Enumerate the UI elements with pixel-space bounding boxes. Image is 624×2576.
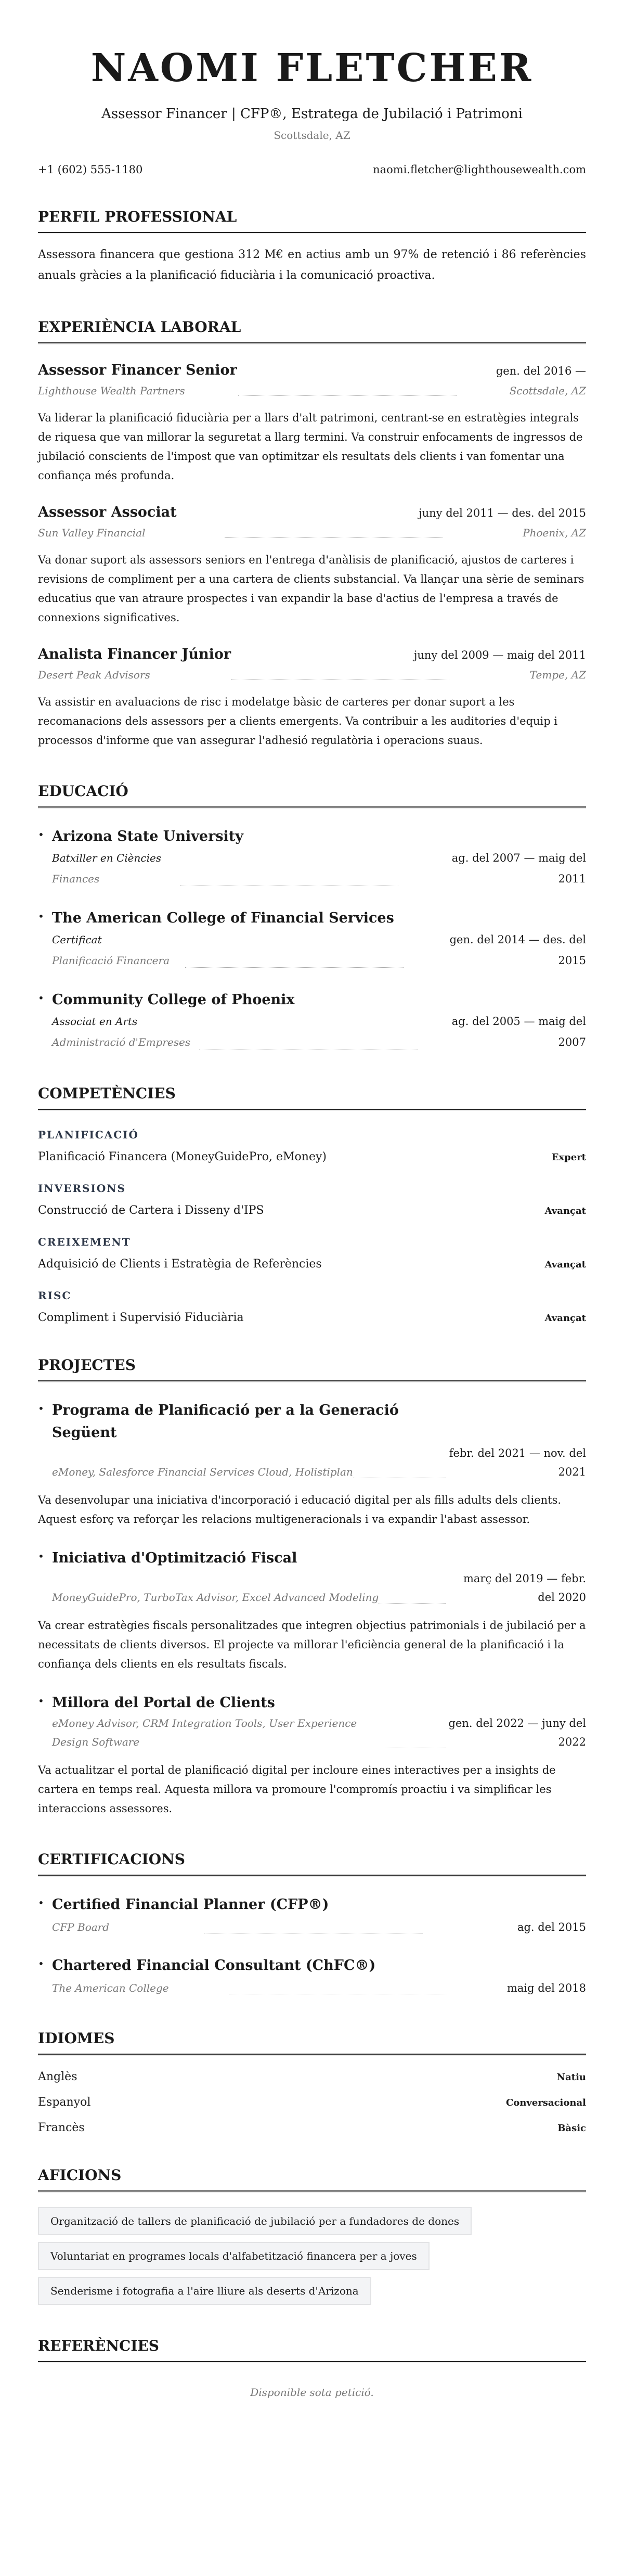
project-meta — [38, 1714, 586, 1751]
hobbies-section — [38, 2167, 586, 2305]
degree: Batxiller en Ciències — [52, 852, 162, 864]
education-details — [52, 1011, 190, 1053]
certification-meta — [52, 1979, 586, 1997]
skill-name: Compliment i Supervisió Fiduciària — [38, 1311, 244, 1324]
candidate-name: NAOMI FLETCHER — [90, 46, 534, 91]
language-level: Conversacional — [505, 2097, 586, 2108]
certification-name: • Certified Financial Planner (CFP®) — [52, 1896, 329, 1913]
email[interactable]: naomi.fletcher@lighthousewealth.com — [373, 163, 586, 176]
dotted-leader — [238, 395, 457, 396]
section-heading: COMPETÈNCIES — [38, 1085, 586, 1110]
company-name: Lighthouse Wealth Partners — [38, 385, 185, 397]
certification-meta — [52, 1918, 586, 1937]
entry-header — [38, 503, 586, 522]
skill-category: PLANIFICACIÓ — [38, 1129, 139, 1141]
section-heading: CERTIFICACIONS — [38, 1851, 586, 1876]
entry-header — [38, 361, 586, 380]
project-title: • Millora del Portal de Clients — [52, 1695, 275, 1711]
entry-meta — [38, 524, 586, 541]
experience-section — [38, 318, 586, 750]
language-name: Anglès — [38, 2070, 77, 2083]
entry-meta — [38, 382, 586, 399]
education-entry — [38, 989, 586, 1053]
language-name: Francès — [38, 2121, 85, 2134]
certification-entry — [38, 1954, 586, 1997]
section-heading: PERFIL PROFESSIONAL — [38, 208, 586, 233]
language-level: Bàsic — [557, 2123, 586, 2134]
skill-name: Construcció de Cartera i Disseny d'IPS — [38, 1204, 264, 1217]
headline: Assessor Financer | CFP®, Estratega de Jubilació i Patrimoni — [101, 106, 523, 122]
skill-group — [38, 1236, 586, 1271]
project-title: • Programa de Planificació per a la Generació Següent — [52, 1402, 399, 1441]
experience-entry — [38, 645, 586, 750]
education-entry — [38, 825, 586, 889]
degree: Certificat — [52, 933, 102, 946]
project-header — [38, 1547, 586, 1569]
job-location: Scottsdale, AZ — [509, 385, 586, 397]
education-meta — [52, 1011, 586, 1053]
job-description: Va liderar la planificació fiduciària per a llars d'alt patrimoni, centrant-se en estratègies integrals de riquesa que van millorar la seguretat a llarg termini. Va construir enfocaments de ingressos de jubilació conscients de l'impost que van optimitzar els resultats dels clients i van fomentar una confiança més profunda. — [38, 412, 583, 482]
language-row — [38, 2121, 586, 2134]
education-meta — [52, 929, 586, 971]
section-heading: EXPERIÈNCIA LABORAL — [38, 318, 586, 343]
job-dates: juny del 2009 — maig del 2011 — [413, 649, 586, 661]
job-dates: gen. del 2016 — — [496, 365, 586, 377]
field-of-study: Administració d'Empreses — [52, 1036, 191, 1048]
job-description: Va donar suport als assessors seniors en l'entrega d'anàlisis de planificació, ajustos de carteres i revisions de compliment per a una cartera de clients substancial. Va llançar una sèrie de seminars educatius que van atraure prospectes i van expandir la base d'actius de l'empresa a través de connexions significatives. — [38, 554, 584, 624]
section-heading: REFERÈNCIES — [38, 2337, 586, 2362]
skill-row — [38, 1311, 586, 1324]
school-name: • The American College of Financial Services — [52, 910, 394, 926]
section-heading: PROJECTES — [38, 1356, 586, 1381]
hobby-chip: Senderisme i fotografia a l'aire lliure als deserts d'Arizona — [38, 2277, 371, 2305]
education-dates: ag. del 2007 — maig del 2011 — [451, 852, 586, 885]
company-name: Desert Peak Advisors — [38, 669, 150, 681]
skill-group — [38, 1182, 586, 1217]
education-dates: ag. del 2005 — maig del 2007 — [451, 1015, 586, 1048]
language-row — [38, 2096, 586, 2109]
language-row — [38, 2070, 586, 2083]
section-heading: EDUCACIÓ — [38, 783, 586, 808]
skill-level: Avançat — [544, 1206, 586, 1216]
project-title: • Iniciativa d'Optimització Fiscal — [52, 1550, 297, 1566]
skill-level: Avançat — [544, 1259, 586, 1270]
skill-category: INVERSIONS — [38, 1182, 126, 1195]
language-level: Natiu — [556, 2072, 586, 2083]
hobby-chip: Voluntariat en programes locals d'alfabetització financera per a joves — [38, 2242, 430, 2270]
job-description: Va assistir en avaluacions de risc i modelatge bàsic de carteres per donar suport a les recomanacions dels assessors per a clients emergents. Va contribuir a les auditories d'equip i processos d'informe que van assegurar l'adhesió regulatòria i operacions suaus. — [38, 696, 558, 747]
education-meta — [52, 848, 586, 889]
skill-row — [38, 1258, 586, 1271]
skill-group — [38, 1129, 586, 1163]
project-meta — [38, 1444, 586, 1481]
project-dates: març del 2019 — febr. del 2020 — [463, 1572, 586, 1604]
project-dates: gen. del 2022 — juny del 2022 — [448, 1717, 586, 1748]
skill-name: Adquisició de Clients i Estratègia de Referències — [38, 1258, 322, 1271]
school-name: • Community College of Phoenix — [52, 992, 295, 1008]
profile-section — [38, 208, 586, 286]
company-name: Sun Valley Financial — [38, 527, 146, 539]
skills-section — [38, 1085, 586, 1324]
certification-issuer: The American College — [52, 1982, 169, 1994]
job-title: Analista Financer Júnior — [38, 646, 231, 662]
dotted-leader — [225, 537, 443, 538]
project-meta — [38, 1569, 586, 1607]
skill-row — [38, 1204, 586, 1217]
experience-entry — [38, 503, 586, 627]
certification-entry — [38, 1893, 586, 1937]
skill-category: CREIXEMENT — [38, 1236, 131, 1248]
job-title: Assessor Associat — [38, 504, 177, 520]
projects-section — [38, 1356, 586, 1818]
skill-category: RISC — [38, 1289, 72, 1302]
skill-name: Planificació Financera (MoneyGuidePro, eMoney) — [38, 1150, 327, 1163]
project-description: Va desenvolupar una iniciativa d'incorporació i educació digital per als fills adults dels clients. Aquest esforç va reforçar les relacions multigeneracionals i va expandir l'abast assessor. — [38, 1494, 562, 1526]
project-header — [38, 1691, 586, 1714]
resume-header — [38, 46, 586, 176]
job-location: Phoenix, AZ — [523, 527, 586, 539]
project-description: Va actualitzar el portal de planificació digital per incloure eines interactives per a insights de cartera en temps real. Aquesta millora va promoure l'compromís proactiu i va simplificar les interaccions assessores. — [38, 1764, 556, 1815]
location: Scottsdale, AZ — [274, 129, 350, 142]
language-name: Espanyol — [38, 2096, 91, 2109]
dotted-leader — [379, 1603, 446, 1604]
certification-date: maig del 2018 — [507, 1982, 586, 1994]
project-entry — [38, 1399, 586, 1529]
references-note: Disponible sota petició. — [250, 2386, 374, 2399]
project-dates: febr. del 2021 — nov. del 2021 — [449, 1447, 586, 1478]
certification-date: ag. del 2015 — [517, 1921, 586, 1933]
certifications-section — [38, 1851, 586, 1997]
education-details — [52, 929, 170, 971]
project-entry — [38, 1547, 586, 1674]
project-header — [38, 1399, 586, 1444]
skill-group — [38, 1289, 586, 1324]
education-details — [52, 848, 161, 889]
experience-entry — [38, 361, 586, 485]
field-of-study: Planificació Financera — [52, 954, 170, 967]
references-section — [38, 2337, 586, 2399]
skill-level: Avançat — [544, 1313, 586, 1324]
project-entry — [38, 1691, 586, 1818]
hobby-chip: Organització de tallers de planificació de jubilació per a fundadores de dones — [38, 2207, 472, 2235]
skill-level: Expert — [551, 1152, 586, 1163]
education-section — [38, 783, 586, 1053]
entry-meta — [38, 667, 586, 683]
entry-header — [38, 645, 586, 664]
project-technologies: eMoney Advisor, CRM Integration Tools, User Experience Design Software — [52, 1717, 357, 1748]
project-description: Va crear estratègies fiscals personalitzades que integren objectius patrimonials i de jubilació per a necessitats de clients diversos. El projecte va millorar l'eficiència general de la planificació i la confiança dels clients en els resultats fiscals. — [38, 1619, 586, 1670]
education-dates: gen. del 2014 — des. del 2015 — [449, 933, 586, 967]
school-name: • Arizona State University — [52, 828, 243, 844]
section-heading: IDIOMES — [38, 2030, 586, 2055]
education-entry — [38, 907, 586, 971]
field-of-study: Finances — [52, 873, 100, 885]
job-location: Tempe, AZ — [529, 669, 586, 681]
section-heading: AFICIONS — [38, 2167, 586, 2191]
dotted-leader — [185, 967, 404, 968]
profile-summary: Assessora financera que gestiona 312 M€ en actius amb un 97% de retenció i 86 referències anuals gràcies a la planificació fiduciària i la comunicació proactiva. — [38, 248, 586, 282]
skill-row — [38, 1150, 586, 1163]
job-title: Assessor Financer Senior — [38, 362, 237, 378]
contact-row — [38, 163, 586, 176]
certification-issuer: CFP Board — [52, 1921, 110, 1933]
certification-name: • Chartered Financial Consultant (ChFC®) — [52, 1957, 376, 1973]
languages-section — [38, 2030, 586, 2134]
phone[interactable]: +1 (602) 555-1180 — [38, 163, 143, 176]
job-dates: juny del 2011 — des. del 2015 — [419, 507, 586, 519]
project-technologies: eMoney, Salesforce Financial Services Cloud, Holistiplan — [52, 1466, 353, 1478]
degree: Associat en Arts — [52, 1015, 138, 1028]
project-technologies: MoneyGuidePro, TurboTax Advisor, Excel Advanced Modeling — [52, 1591, 379, 1604]
